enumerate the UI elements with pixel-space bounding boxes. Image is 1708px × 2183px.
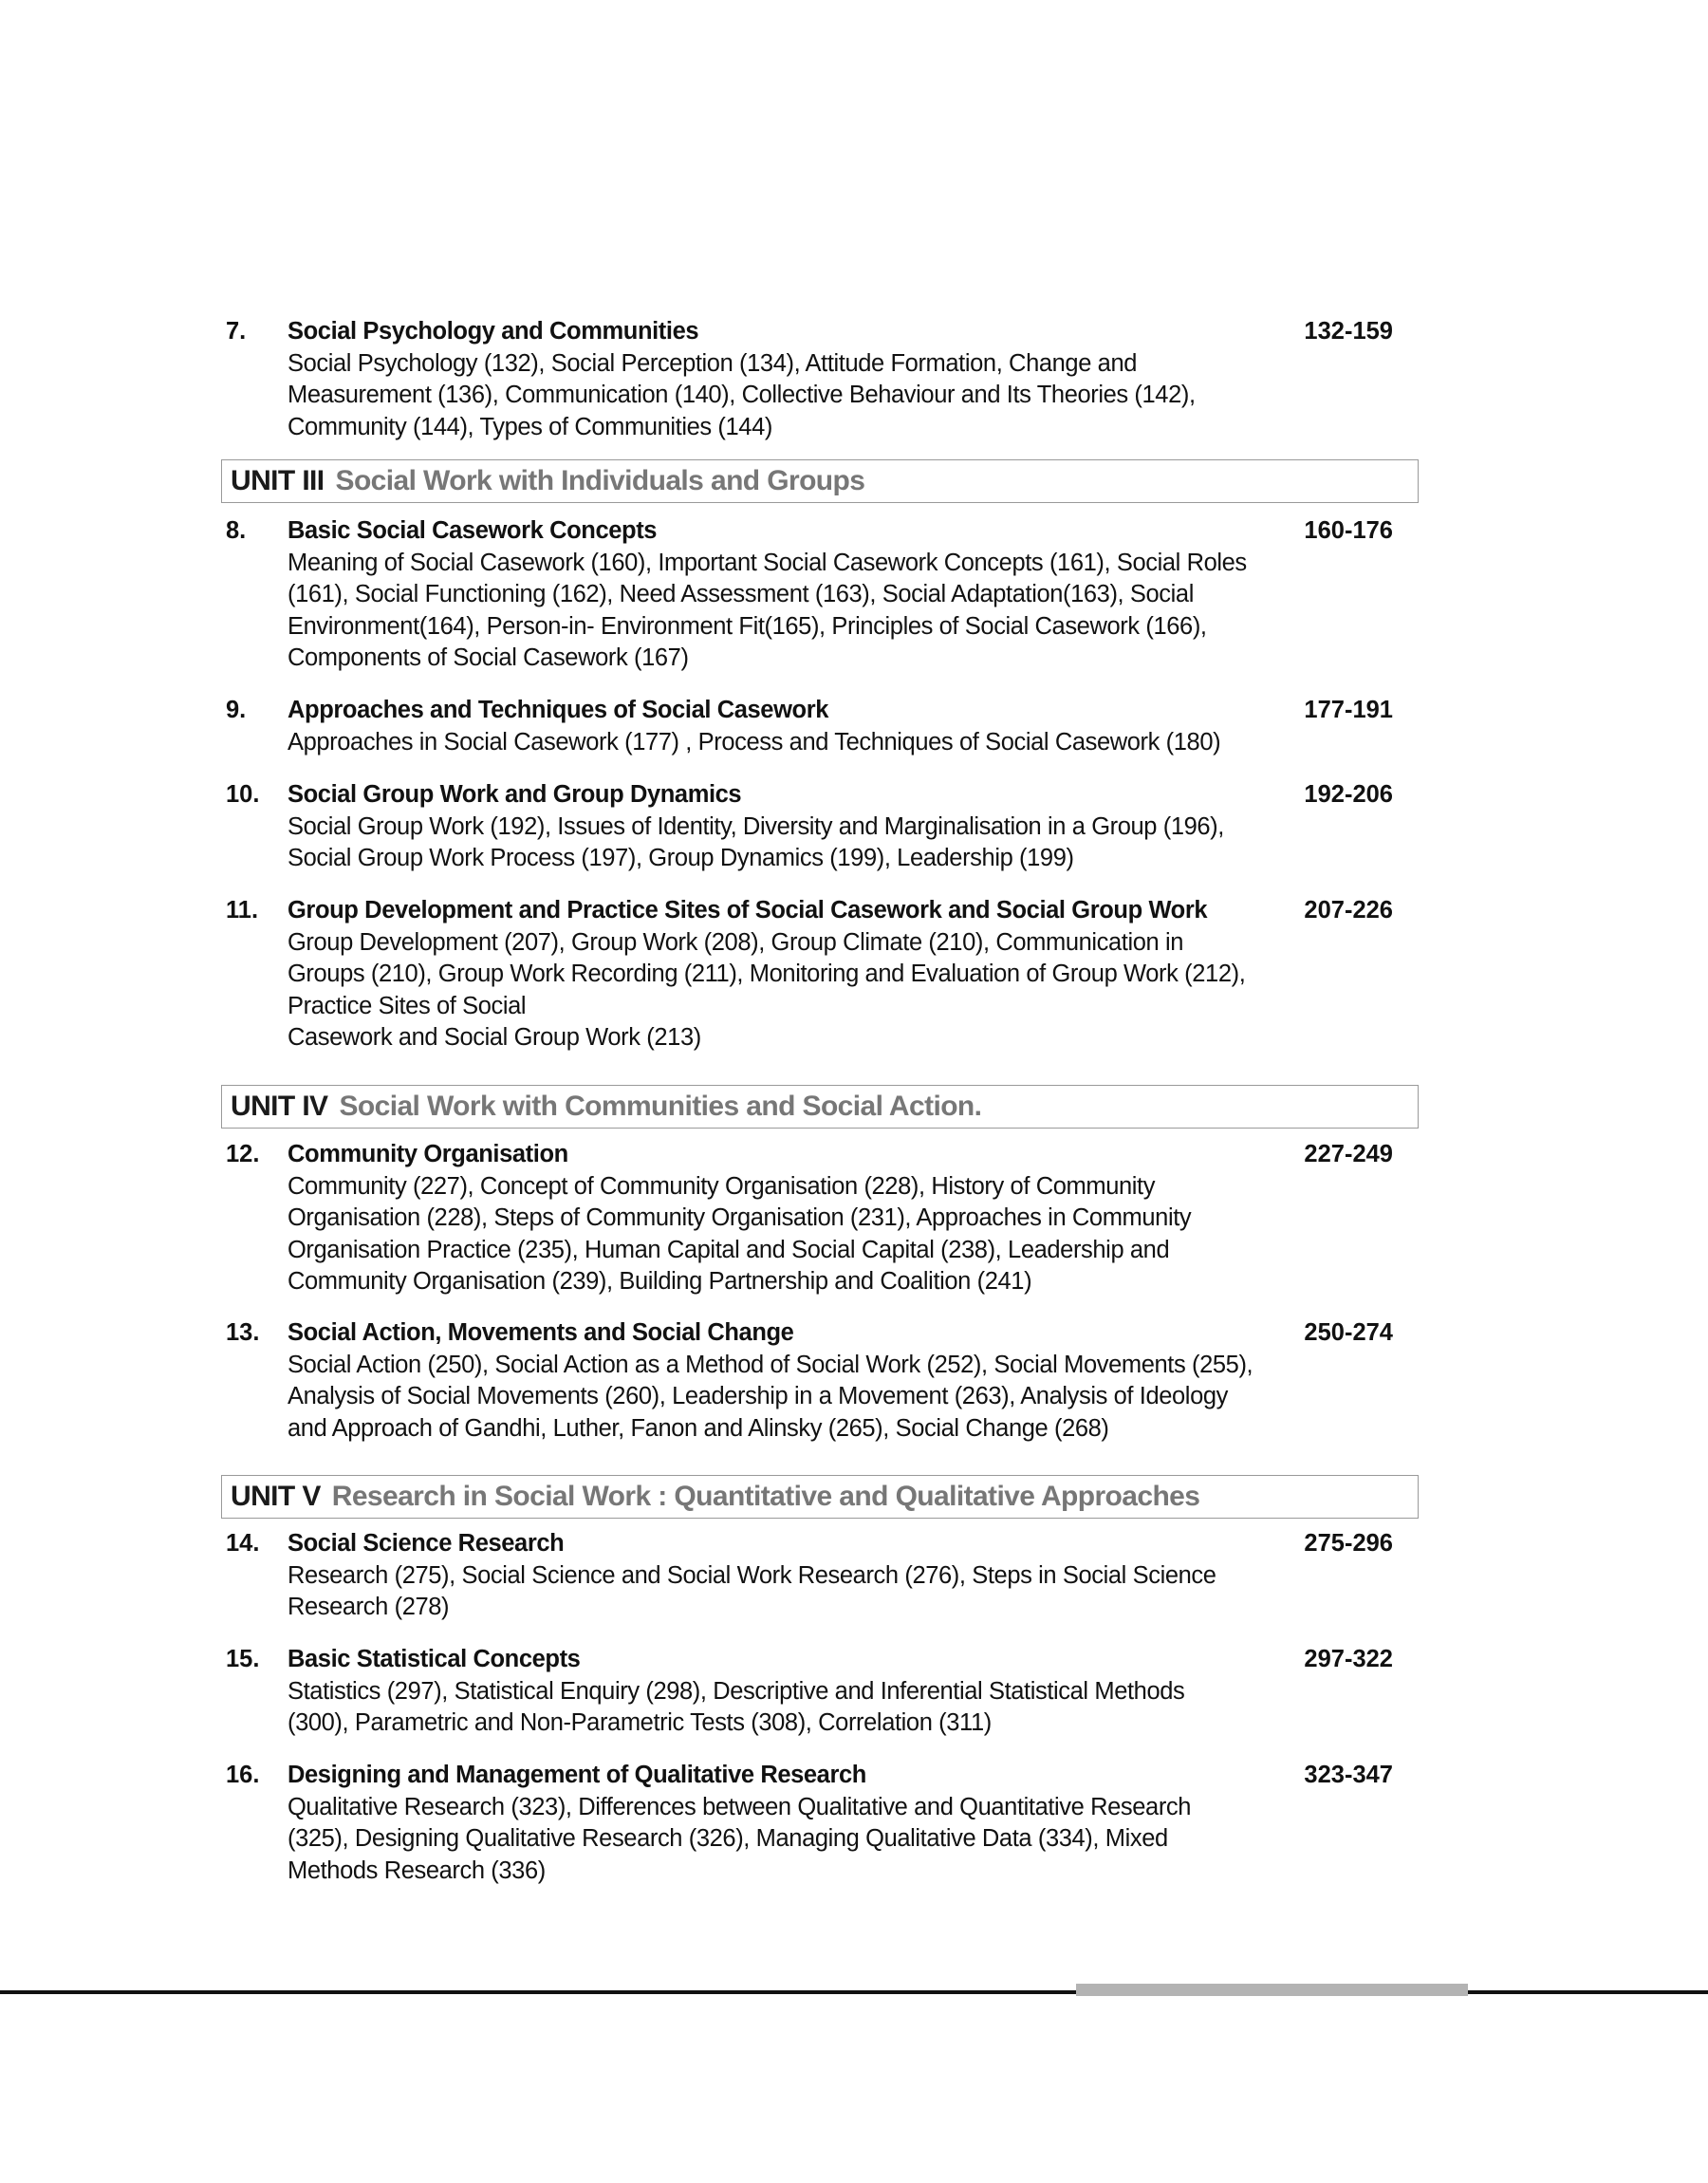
entry-description — [288, 1350, 1322, 1446]
unit-label: UNIT IV — [231, 1091, 328, 1122]
entry-description — [288, 1560, 1322, 1624]
description-line: Methods Research (336) — [288, 1856, 546, 1884]
unit-title: Social Work with Communities and Social Action. — [339, 1091, 982, 1122]
entry-number: 7. — [226, 318, 247, 345]
description-line: Social Psychology (132), Social Perception (134), Attitude Formation, Change and — [288, 349, 1138, 377]
description-line: Casework and Social Group Work (213) — [288, 1024, 701, 1051]
description-line: and Approach of Gandhi, Luther, Fanon and Alinsky (265), Social Change (268) — [288, 1414, 1109, 1442]
entry-description — [288, 812, 1322, 875]
entry-title: Social Action, Movements and Social Change — [288, 1319, 794, 1346]
description-line: Research (275), Social Science and Social Work Research (276), Steps in Social Science — [288, 1561, 1216, 1589]
entry-title: Approaches and Techniques of Social Casework — [288, 697, 828, 723]
unit-title: Social Work with Individuals and Groups — [335, 465, 865, 496]
description-line: Community (144), Types of Communities (144) — [288, 413, 772, 440]
toc-entry — [226, 695, 1393, 758]
toc-entry — [226, 1644, 1393, 1740]
entry-number: 16. — [226, 1762, 260, 1788]
entry-title: Social Psychology and Communities — [288, 318, 699, 345]
entry-page-range: 227-249 — [1304, 1141, 1393, 1167]
entry-description — [288, 1171, 1322, 1298]
entry-description — [288, 927, 1322, 1054]
description-line: Social Group Work Process (197), Group Dynamics (199), Leadership (199) — [288, 845, 1074, 871]
entry-page-range: 275-296 — [1304, 1530, 1393, 1557]
entry-title: Basic Statistical Concepts — [288, 1646, 581, 1672]
entry-description — [288, 548, 1322, 675]
entry-title: Designing and Management of Qualitative Research — [288, 1762, 866, 1788]
toc-entry — [226, 1139, 1393, 1298]
toc-entry — [226, 895, 1393, 1054]
entry-page-range: 160-176 — [1304, 517, 1393, 544]
entry-page-range: 323-347 — [1304, 1762, 1393, 1788]
description-line: Organisation (228), Steps of Community Organisation (231), Approaches in Community — [288, 1204, 1192, 1231]
unit-header — [221, 1475, 1419, 1519]
toc-entry — [226, 515, 1393, 675]
toc-entry — [226, 316, 1393, 443]
unit-header — [221, 459, 1419, 503]
entry-page-range: 177-191 — [1304, 697, 1393, 723]
toc-entry — [226, 1760, 1393, 1887]
description-line: Social Action (250), Social Action as a Method of Social Work (252), Social Movements (255), — [288, 1351, 1253, 1378]
toc-entry — [226, 779, 1393, 875]
description-line: Analysis of Social Movements (260), Leadership in a Movement (263), Analysis of Ideology — [288, 1383, 1228, 1409]
description-line: Statistics (297), Statistical Enquiry (298), Descriptive and Inferential Statistical Methods — [288, 1677, 1185, 1705]
entry-page-range: 132-159 — [1304, 318, 1393, 345]
description-line: (325), Designing Qualitative Research (326), Managing Qualitative Data (334), Mixed — [288, 1825, 1168, 1852]
description-line: Community (227), Concept of Community Organisation (228), History of Community — [288, 1172, 1156, 1200]
entry-number: 13. — [226, 1319, 260, 1346]
entry-title: Group Development and Practice Sites of Social Casework and Social Group Work — [288, 897, 1208, 924]
entry-number: 14. — [226, 1530, 260, 1557]
entry-page-range: 250-274 — [1304, 1319, 1393, 1346]
description-line: Social Group Work (192), Issues of Identity, Diversity and Marginalisation in a Group (196), — [288, 812, 1224, 840]
entry-page-range: 192-206 — [1304, 781, 1393, 808]
description-line: Qualitative Research (323), Differences between Qualitative and Quantitative Research — [288, 1793, 1192, 1820]
entry-description — [288, 1676, 1322, 1740]
entry-number: 9. — [226, 697, 247, 723]
description-line: Components of Social Casework (167) — [288, 644, 689, 671]
entry-page-range: 207-226 — [1304, 897, 1393, 924]
entry-page-range: 297-322 — [1304, 1646, 1393, 1672]
entry-title: Basic Social Casework Concepts — [288, 517, 658, 544]
unit-title: Research in Social Work : Quantitative and Qualitative Approaches — [331, 1481, 1200, 1512]
description-line: Approaches in Social Casework (177) , Process and Techniques of Social Casework (180) — [288, 728, 1221, 756]
entry-number: 15. — [226, 1646, 260, 1672]
description-line: Groups (210), Group Work Recording (211), Monitoring and Evaluation of Group Work (212), — [288, 961, 1246, 987]
description-line: Community Organisation (239), Building Partnership and Coalition (241) — [288, 1268, 1032, 1295]
description-line: Research (278) — [288, 1594, 450, 1620]
description-line: (300), Parametric and Non-Parametric Tests (308), Correlation (311) — [288, 1709, 992, 1736]
unit-label: UNIT III — [231, 465, 325, 496]
description-line: Measurement (136), Communication (140), Collective Behaviour and Its Theories (142), — [288, 382, 1196, 408]
unit-header — [221, 1085, 1419, 1129]
footer-accent-bar — [1076, 1984, 1468, 1996]
entry-number: 10. — [226, 781, 260, 808]
entry-number: 12. — [226, 1141, 260, 1167]
entry-number: 8. — [226, 517, 247, 544]
description-line: Meaning of Social Casework (160), Important Social Casework Concepts (161), Social Roles — [288, 549, 1247, 576]
entry-title: Social Group Work and Group Dynamics — [288, 781, 742, 808]
entry-number: 11. — [226, 897, 259, 924]
entry-title: Social Science Research — [288, 1530, 565, 1557]
toc-entry — [226, 1317, 1393, 1445]
toc-entry — [226, 1528, 1393, 1624]
entry-description — [288, 348, 1322, 444]
description-line: Group Development (207), Group Work (208), Group Climate (210), Communication in — [288, 928, 1184, 956]
description-line: (161), Social Functioning (162), Need Assessment (163), Social Adaptation(163), Social — [288, 581, 1194, 607]
entry-description — [288, 727, 1322, 759]
unit-label: UNIT V — [231, 1481, 321, 1512]
entry-title: Community Organisation — [288, 1141, 568, 1167]
description-line: Practice Sites of Social — [288, 992, 527, 1019]
description-line: Environment(164), Person-in- Environment Fit(165), Principles of Social Casework (166), — [288, 612, 1207, 640]
entry-description — [288, 1792, 1322, 1888]
description-line: Organisation Practice (235), Human Capital and Social Capital (238), Leadership and — [288, 1236, 1170, 1263]
